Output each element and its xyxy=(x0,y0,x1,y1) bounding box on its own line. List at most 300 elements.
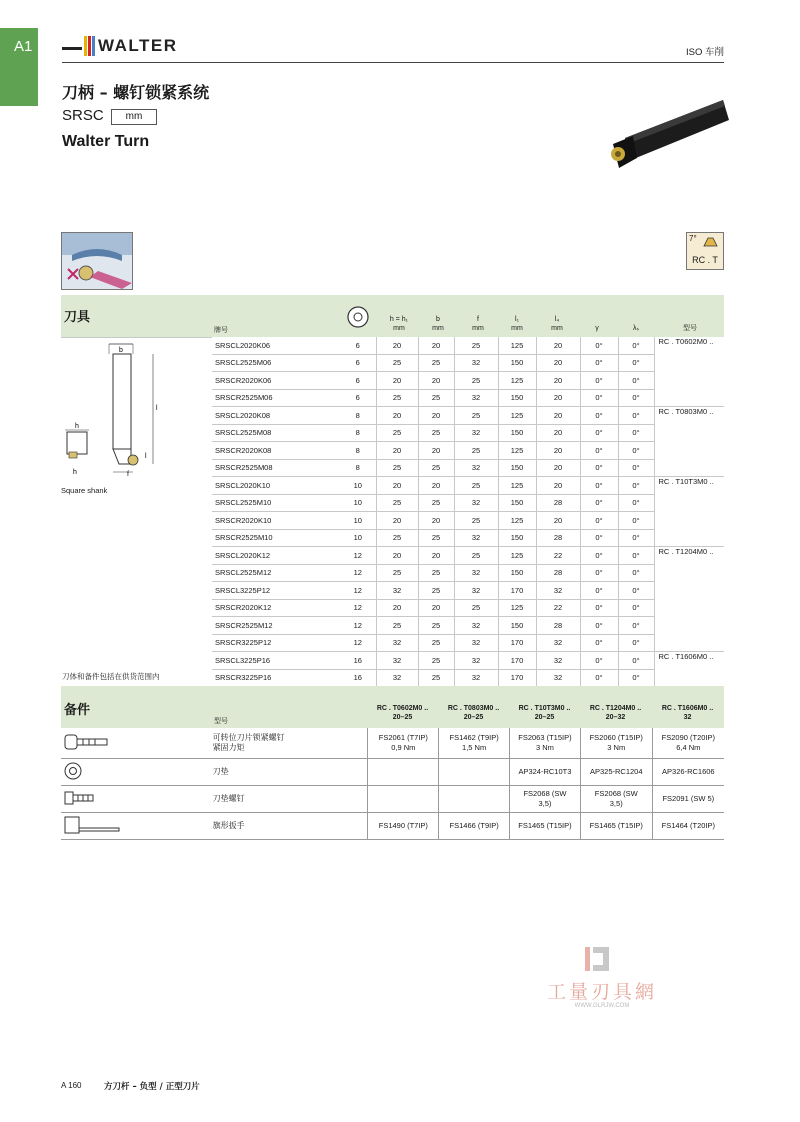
insert-ref: RC . T1204M0 .. xyxy=(658,547,714,556)
length-l4: 32 xyxy=(536,652,580,670)
shank-b: 25 xyxy=(418,494,454,512)
incl-lambda: 0° xyxy=(618,599,654,617)
offset-f: 25 xyxy=(454,477,498,495)
tool-name: SRSCL2020K10 xyxy=(212,477,340,495)
incl-lambda: 0° xyxy=(618,459,654,477)
parts-table xyxy=(61,728,724,840)
tool-row xyxy=(212,459,724,477)
parts-col-header: RC . T0602M0 .. 20–25 xyxy=(376,705,429,721)
insert-d: 12 xyxy=(340,634,376,652)
incl-lambda: 0° xyxy=(618,529,654,547)
length-l4: 28 xyxy=(536,529,580,547)
tool-row xyxy=(212,407,724,425)
shank-b: 25 xyxy=(418,669,454,687)
tool-name: SRSCL2020K06 xyxy=(212,337,340,354)
insert-d: 10 xyxy=(340,512,376,530)
length-l4: 20 xyxy=(536,354,580,372)
tool-name: SRSCL3225P12 xyxy=(212,582,340,600)
page-title: 刀柄 – 螺钉锁紧系统 xyxy=(62,83,210,102)
offset-f: 32 xyxy=(454,634,498,652)
insert-ref xyxy=(654,669,724,687)
offset-f: 25 xyxy=(454,547,498,565)
tool-name: SRSCR2525M12 xyxy=(212,617,340,635)
tool-row xyxy=(212,354,724,372)
shank-h: 20 xyxy=(376,477,418,495)
rake-gamma: 0° xyxy=(580,669,618,687)
insert-d: 16 xyxy=(340,652,376,670)
watermark-logo-icon xyxy=(583,945,613,975)
tool-name: SRSCR3225P12 xyxy=(212,634,340,652)
shank-b: 25 xyxy=(418,564,454,582)
length-l4: 32 xyxy=(536,582,580,600)
insert-d: 10 xyxy=(340,494,376,512)
insert-d: 10 xyxy=(340,477,376,495)
parts-value: FS1490 (T7IP) xyxy=(368,812,439,839)
parts-value: FS1466 (T9IP) xyxy=(439,812,510,839)
incl-lambda: 0° xyxy=(618,494,654,512)
col-f-header: f mm xyxy=(472,316,484,332)
insert-ref xyxy=(654,389,724,407)
insert-d: 12 xyxy=(340,564,376,582)
incl-lambda: 0° xyxy=(618,424,654,442)
section-tag: ISO 车削 xyxy=(685,47,724,58)
shank-b: 25 xyxy=(418,389,454,407)
length-l4: 20 xyxy=(536,459,580,477)
length-l1: 150 xyxy=(498,424,536,442)
shim-screw-icon xyxy=(61,785,123,812)
shank-h: 32 xyxy=(376,582,418,600)
parts-col-header: RC . T1204M0 .. 20–32 xyxy=(589,705,642,721)
chapter-tab xyxy=(0,28,38,106)
parts-spacer xyxy=(123,812,213,839)
insert-ref xyxy=(654,424,724,442)
offset-f: 32 xyxy=(454,529,498,547)
tool-name: SRSCL2525M10 xyxy=(212,494,340,512)
offset-f: 32 xyxy=(454,494,498,512)
offset-f: 32 xyxy=(454,652,498,670)
tool-name: SRSCL2525M12 xyxy=(212,564,340,582)
shank-b: 20 xyxy=(418,477,454,495)
drawing-caption: Square shank xyxy=(61,486,108,495)
incl-lambda: 0° xyxy=(618,389,654,407)
length-l1: 150 xyxy=(498,564,536,582)
tool-row xyxy=(212,564,724,582)
length-l4: 20 xyxy=(536,389,580,407)
parts-value: FS2068 (SW 3,5) xyxy=(580,785,652,812)
incl-lambda: 0° xyxy=(618,634,654,652)
length-l4: 20 xyxy=(536,512,580,530)
insert-d: 12 xyxy=(340,582,376,600)
shank-h: 25 xyxy=(376,564,418,582)
parts-spacer xyxy=(123,728,213,758)
col-gamma-header: γ xyxy=(595,325,599,332)
length-l1: 150 xyxy=(498,389,536,407)
shank-b: 25 xyxy=(418,424,454,442)
tool-drawing xyxy=(61,337,212,498)
parts-value: FS2063 (T15IP) 3 Nm xyxy=(510,728,581,758)
shank-h: 25 xyxy=(376,459,418,477)
insert-d: 12 xyxy=(340,547,376,565)
shank-h: 20 xyxy=(376,547,418,565)
parts-value: FS2060 (T15IP) 3 Nm xyxy=(580,728,652,758)
shank-b: 25 xyxy=(418,617,454,635)
offset-f: 25 xyxy=(454,512,498,530)
insert-ref xyxy=(654,442,724,460)
tool-name: SRSCL3225P16 xyxy=(212,652,340,670)
parts-value xyxy=(439,758,510,785)
insert-ref: RC . T0803M0 .. xyxy=(658,407,714,416)
insert-ref xyxy=(654,512,724,530)
tool-name: SRSCR2020K08 xyxy=(212,442,340,460)
tool-row xyxy=(212,547,724,565)
boring-diagram-icon xyxy=(62,233,132,289)
shank-b: 20 xyxy=(418,512,454,530)
parts-value: FS2068 (SW 3,5) xyxy=(510,785,581,812)
offset-f: 25 xyxy=(454,407,498,425)
insert-ref xyxy=(654,582,724,600)
insert-ref xyxy=(654,372,724,390)
length-l1: 125 xyxy=(498,477,536,495)
tool-name: SRSCR2020K06 xyxy=(212,372,340,390)
tool-name: SRSCR2020K10 xyxy=(212,512,340,530)
shank-h: 20 xyxy=(376,337,418,354)
watermark-text: 工量刃具網 xyxy=(546,981,657,1003)
svg-text:f: f xyxy=(127,471,129,478)
shank-b: 25 xyxy=(418,529,454,547)
rake-gamma: 0° xyxy=(580,459,618,477)
tool-name: SRSCR2525M06 xyxy=(212,389,340,407)
length-l1: 125 xyxy=(498,512,536,530)
parts-value: AP326-RC1606 xyxy=(652,758,724,785)
tool-row xyxy=(212,512,724,530)
tool-row xyxy=(212,389,724,407)
col-h-header: h = h₁ mm xyxy=(389,316,409,332)
parts-col-header: RC . T10T3M0 .. 20–25 xyxy=(518,705,571,721)
length-l1: 170 xyxy=(498,634,536,652)
parts-value: AP324-RC10T3 xyxy=(510,758,581,785)
col-lambda-header: λₛ xyxy=(632,325,640,332)
shank-b: 20 xyxy=(418,599,454,617)
incl-lambda: 0° xyxy=(618,354,654,372)
parts-col-header: RC . T1606M0 .. 32 xyxy=(661,705,714,721)
length-l1: 150 xyxy=(498,529,536,547)
tool-name: SRSCR2525M10 xyxy=(212,529,340,547)
offset-f: 25 xyxy=(454,442,498,460)
parts-value: FS2061 (T7IP) 0,9 Nm xyxy=(368,728,439,758)
col-name-header: 牌号 xyxy=(214,327,228,334)
rake-gamma: 0° xyxy=(580,442,618,460)
insert-diameter-icon xyxy=(346,305,370,329)
rake-gamma: 0° xyxy=(580,477,618,495)
insert-d: 8 xyxy=(340,442,376,460)
wrench-icon xyxy=(61,812,123,839)
shank-b: 20 xyxy=(418,442,454,460)
shank-b: 20 xyxy=(418,547,454,565)
offset-f: 32 xyxy=(454,459,498,477)
length-l1: 150 xyxy=(498,459,536,477)
clearance-angle-icon xyxy=(703,237,719,247)
rake-gamma: 0° xyxy=(580,424,618,442)
insert-d: 8 xyxy=(340,424,376,442)
rake-gamma: 0° xyxy=(580,617,618,635)
parts-value: FS2090 (T20IP) 6,4 Nm xyxy=(652,728,724,758)
parts-spacer xyxy=(123,785,213,812)
tool-name: SRSCR2020K12 xyxy=(212,599,340,617)
insert-ref xyxy=(654,617,724,635)
tool-name: SRSCL2525M06 xyxy=(212,354,340,372)
insert-d: 6 xyxy=(340,354,376,372)
insert-badge xyxy=(686,232,724,270)
length-l1: 170 xyxy=(498,669,536,687)
incl-lambda: 0° xyxy=(618,442,654,460)
shank-h: 25 xyxy=(376,389,418,407)
shank-h: 25 xyxy=(376,617,418,635)
parts-value: AP325-RC1204 xyxy=(580,758,652,785)
tool-row xyxy=(212,582,724,600)
incl-lambda: 0° xyxy=(618,337,654,354)
shank-h: 25 xyxy=(376,424,418,442)
parts-type-label: 型号 xyxy=(214,718,228,725)
length-l1: 170 xyxy=(498,582,536,600)
parts-label: 刀垫 xyxy=(213,758,368,785)
parts-value: FS2091 (SW 5) xyxy=(652,785,724,812)
incl-lambda: 0° xyxy=(618,652,654,670)
insert-d: 12 xyxy=(340,599,376,617)
length-l1: 150 xyxy=(498,494,536,512)
tool-name: SRSCR3225P16 xyxy=(212,669,340,687)
tool-row xyxy=(212,599,724,617)
insert-d: 8 xyxy=(340,459,376,477)
parts-section-label: 备件 xyxy=(64,703,91,718)
tool-row xyxy=(212,617,724,635)
offset-f: 32 xyxy=(454,354,498,372)
offset-f: 25 xyxy=(454,337,498,354)
rake-gamma: 0° xyxy=(580,372,618,390)
tool-holder-image xyxy=(605,96,730,176)
insert-d: 6 xyxy=(340,389,376,407)
incl-lambda: 0° xyxy=(618,407,654,425)
offset-f: 32 xyxy=(454,389,498,407)
parts-label: 刀垫螺钉 xyxy=(213,785,368,812)
shank-b: 20 xyxy=(418,337,454,354)
rake-gamma: 0° xyxy=(580,599,618,617)
model-code: SRSC xyxy=(62,107,104,124)
incl-lambda: 0° xyxy=(618,617,654,635)
offset-f: 32 xyxy=(454,617,498,635)
offset-f: 25 xyxy=(454,372,498,390)
length-l4: 20 xyxy=(536,407,580,425)
parts-value: FS1462 (T9IP) 1,5 Nm xyxy=(439,728,510,758)
length-l4: 28 xyxy=(536,617,580,635)
length-l1: 170 xyxy=(498,652,536,670)
length-l1: 125 xyxy=(498,407,536,425)
insert-ref: RC . T10T3M0 .. xyxy=(658,477,714,486)
insert-ref: RC . T0602M0 .. xyxy=(658,337,714,346)
insert-ref xyxy=(654,529,724,547)
length-l1: 150 xyxy=(498,617,536,635)
length-l4: 20 xyxy=(536,372,580,390)
shank-h: 25 xyxy=(376,354,418,372)
product-line: Walter Turn xyxy=(62,133,150,150)
square-shank-drawing xyxy=(61,338,212,488)
tools-table xyxy=(212,337,724,687)
incl-lambda: 0° xyxy=(618,372,654,390)
length-l4: 20 xyxy=(536,424,580,442)
header-rule xyxy=(62,62,724,63)
parts-value xyxy=(368,758,439,785)
length-l1: 125 xyxy=(498,372,536,390)
tool-row xyxy=(212,652,724,670)
badge-angle: 7° xyxy=(689,234,697,243)
application-diagram xyxy=(61,232,133,290)
insert-d: 6 xyxy=(340,372,376,390)
insert-ref xyxy=(654,494,724,512)
tool-name: SRSCR2525M08 xyxy=(212,459,340,477)
col-l4-header: l₄ mm xyxy=(551,316,563,332)
parts-row xyxy=(61,812,724,839)
shank-b: 20 xyxy=(418,407,454,425)
svg-text:b: b xyxy=(119,347,123,354)
insert-d: 16 xyxy=(340,669,376,687)
brand-name: WALTER xyxy=(98,36,178,55)
svg-text:h: h xyxy=(73,469,77,476)
unit-box: mm xyxy=(111,109,157,125)
offset-f: 25 xyxy=(454,599,498,617)
length-l1: 125 xyxy=(498,599,536,617)
col-l1-header: l₁ mm xyxy=(511,316,523,332)
rake-gamma: 0° xyxy=(580,547,618,565)
rake-gamma: 0° xyxy=(580,652,618,670)
shank-b: 20 xyxy=(418,372,454,390)
length-l4: 28 xyxy=(536,564,580,582)
shank-h: 20 xyxy=(376,512,418,530)
length-l4: 20 xyxy=(536,337,580,354)
shank-b: 25 xyxy=(418,652,454,670)
tool-name: SRSCL2525M08 xyxy=(212,424,340,442)
shank-h: 20 xyxy=(376,372,418,390)
rake-gamma: 0° xyxy=(580,389,618,407)
tool-row xyxy=(212,529,724,547)
incl-lambda: 0° xyxy=(618,512,654,530)
incl-lambda: 0° xyxy=(618,477,654,495)
svg-text:l: l xyxy=(145,453,147,460)
length-l4: 28 xyxy=(536,494,580,512)
rake-gamma: 0° xyxy=(580,582,618,600)
shank-h: 25 xyxy=(376,494,418,512)
footer-title: 方刀杆 – 负型 / 正型刀片 xyxy=(104,1082,200,1092)
insert-ref xyxy=(654,354,724,372)
insert-ref: RC . T1606M0 .. xyxy=(658,652,714,661)
screw-icon xyxy=(61,728,123,758)
insert-ref xyxy=(654,599,724,617)
parts-col-header: RC . T0803M0 .. 20–25 xyxy=(447,705,500,721)
parts-value xyxy=(439,785,510,812)
insert-ref xyxy=(654,459,724,477)
tools-section-label: 刀具 xyxy=(64,310,91,325)
rake-gamma: 0° xyxy=(580,634,618,652)
length-l1: 125 xyxy=(498,547,536,565)
insert-ref xyxy=(654,564,724,582)
insert-d: 12 xyxy=(340,617,376,635)
page-number: A 160 xyxy=(61,1081,82,1090)
offset-f: 32 xyxy=(454,564,498,582)
shim-icon xyxy=(61,758,123,785)
shank-b: 25 xyxy=(418,634,454,652)
svg-text:h: h xyxy=(75,423,79,430)
offset-f: 32 xyxy=(454,424,498,442)
insert-d: 6 xyxy=(340,337,376,354)
parts-value: FS1465 (T15IP) xyxy=(510,812,581,839)
shank-b: 25 xyxy=(418,459,454,477)
rake-gamma: 0° xyxy=(580,337,618,354)
col-ref-header: 型号 xyxy=(683,325,697,332)
tool-row xyxy=(212,337,724,354)
parts-row xyxy=(61,785,724,812)
rake-gamma: 0° xyxy=(580,354,618,372)
length-l4: 32 xyxy=(536,634,580,652)
watermark-url: WWW.GLRJW.COM xyxy=(574,1003,630,1009)
chapter-tab-label: A1 xyxy=(14,38,33,55)
tool-row xyxy=(212,634,724,652)
shank-h: 32 xyxy=(376,669,418,687)
tool-row xyxy=(212,494,724,512)
parts-value: FS1465 (T15IP) xyxy=(580,812,652,839)
badge-type: RC . T xyxy=(692,255,718,265)
incl-lambda: 0° xyxy=(618,547,654,565)
length-l4: 22 xyxy=(536,547,580,565)
shank-h: 20 xyxy=(376,407,418,425)
tool-row xyxy=(212,477,724,495)
insert-ref xyxy=(654,634,724,652)
offset-f: 32 xyxy=(454,669,498,687)
shank-h: 32 xyxy=(376,652,418,670)
shank-h: 25 xyxy=(376,529,418,547)
parts-value xyxy=(368,785,439,812)
parts-label: 可转位刀片锁紧螺钉 紧固力矩 xyxy=(213,728,368,758)
length-l4: 22 xyxy=(536,599,580,617)
length-l1: 125 xyxy=(498,442,536,460)
length-l4: 20 xyxy=(536,477,580,495)
rake-gamma: 0° xyxy=(580,512,618,530)
offset-f: 32 xyxy=(454,582,498,600)
rake-gamma: 0° xyxy=(580,407,618,425)
parts-row xyxy=(61,758,724,785)
shank-h: 20 xyxy=(376,599,418,617)
insert-d: 8 xyxy=(340,407,376,425)
col-b-header: b mm xyxy=(432,316,444,332)
shank-b: 25 xyxy=(418,354,454,372)
parts-row xyxy=(61,728,724,758)
tool-name: SRSCL2020K12 xyxy=(212,547,340,565)
incl-lambda: 0° xyxy=(618,582,654,600)
parts-label: 旗形扳手 xyxy=(213,812,368,839)
insert-d: 10 xyxy=(340,529,376,547)
tool-row xyxy=(212,669,724,687)
tool-row xyxy=(212,442,724,460)
shank-h: 32 xyxy=(376,634,418,652)
parts-spacer xyxy=(123,758,213,785)
length-l4: 32 xyxy=(536,669,580,687)
tool-name: SRSCL2020K08 xyxy=(212,407,340,425)
incl-lambda: 0° xyxy=(618,564,654,582)
svg-text:l: l xyxy=(156,405,158,412)
incl-lambda: 0° xyxy=(618,669,654,687)
tool-row xyxy=(212,372,724,390)
shank-h: 20 xyxy=(376,442,418,460)
tool-row xyxy=(212,424,724,442)
length-l1: 150 xyxy=(498,354,536,372)
supply-note: 刀体和备件包括在供货范围内 xyxy=(62,672,160,681)
